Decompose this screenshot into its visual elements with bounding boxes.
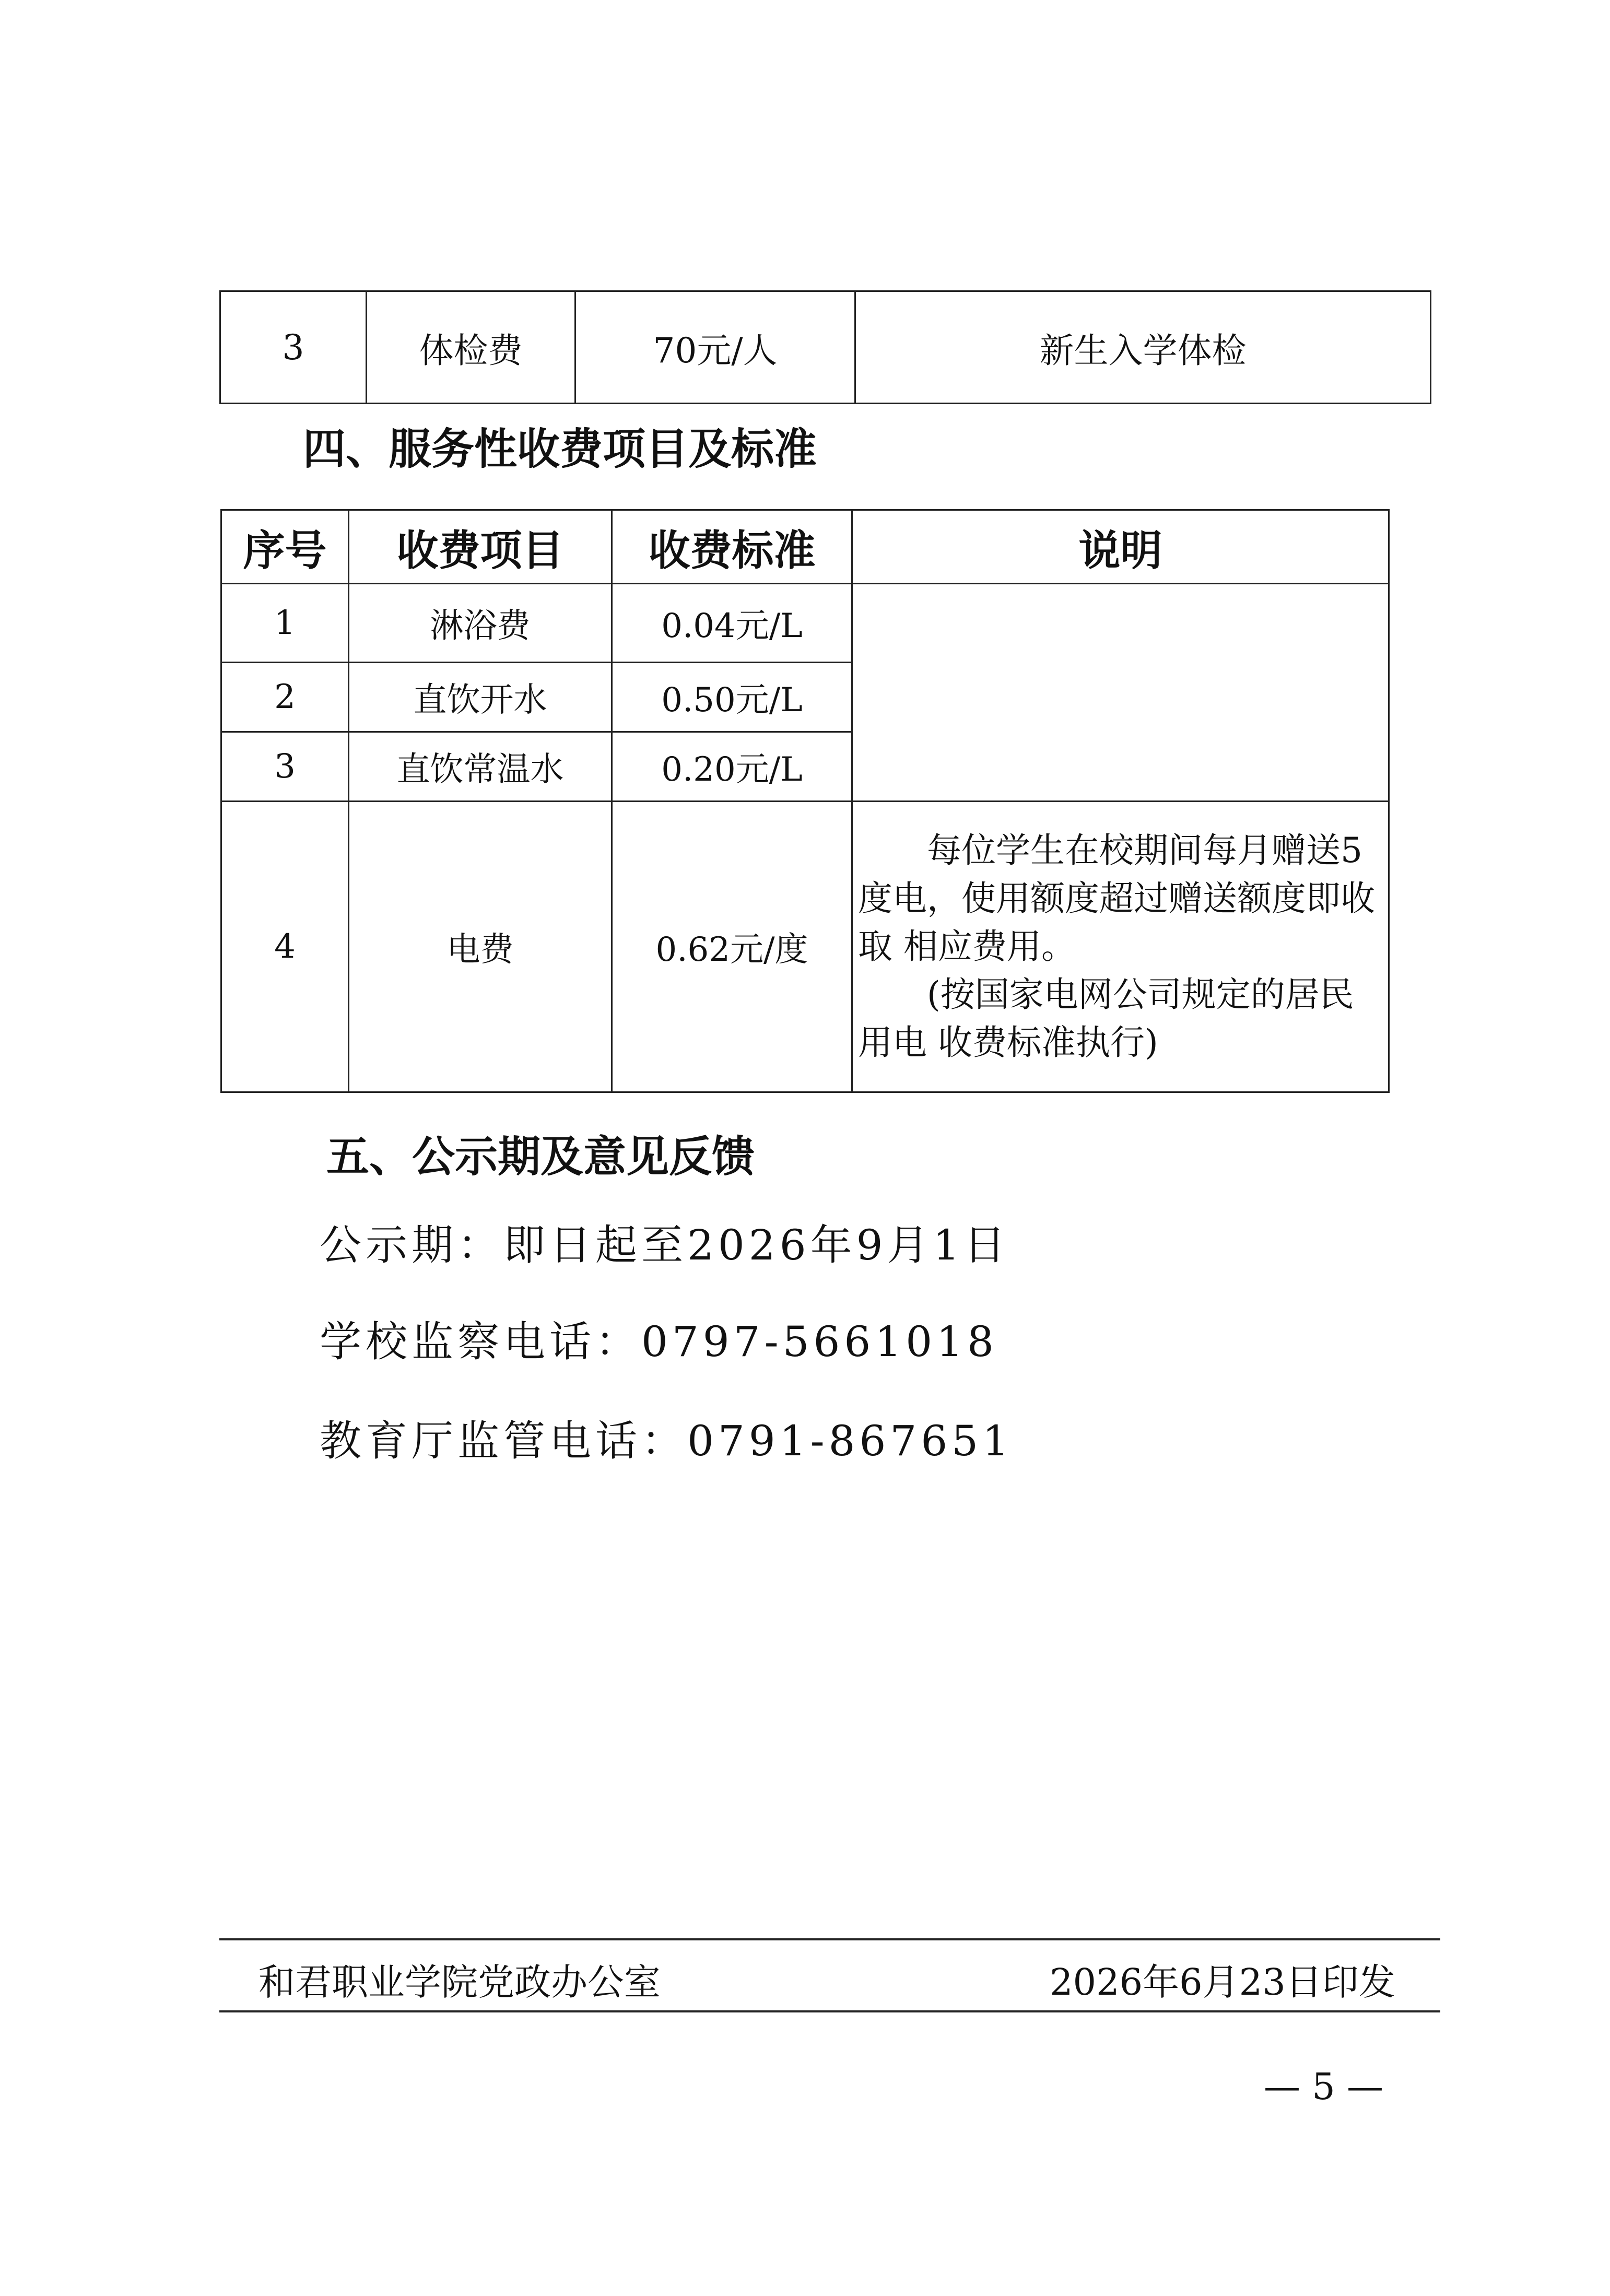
table-row [220,291,1431,404]
fee-item: 直饮开水 [349,663,612,732]
fee-table-continued [219,290,1431,404]
fee-standard: 0.62元/度 [612,802,852,1092]
page-number: — 5 — [1264,2065,1384,2108]
electric-note-rule: (按国家电网公司规定的居民用电 收费标准执行) [858,974,1354,1063]
header-number: 序号 [221,510,349,584]
fee-item: 体检费 [367,291,575,404]
issuing-office: 和君职业学院党政办公室 [258,1961,661,2004]
fee-note: 新生入学体检 [855,291,1431,404]
fee-item: 淋浴费 [349,584,612,663]
fee-item: 直饮常温水 [349,732,612,802]
electric-fee-note [852,802,1389,1092]
table-row [221,802,1389,1092]
service-fee-table [220,509,1390,1093]
row-number: 3 [221,732,349,802]
issue-date: 2026年6月23日印发 [1050,1961,1395,2004]
header-standard: 收费标准 [612,510,852,584]
fee-standard: 0.04元/L [612,584,852,663]
header-note: 说明 [852,510,1389,584]
fee-standard: 0.20元/L [612,732,852,802]
fee-item: 电费 [349,802,612,1092]
fee-standard: 0.50元/L [612,663,852,732]
table-header-row [221,510,1389,584]
section5-heading: 五、公示期及意见反馈 [326,1132,755,1182]
row-number: 1 [221,584,349,663]
education-dept-phone: 教育厅监管电话：0791-867651 [320,1417,1014,1465]
section4-heading: 四、服务性收费项目及标准 [303,425,817,474]
fee-note-empty [852,584,1389,802]
footer-top-rule [219,1938,1440,1940]
notice-period: 公示期：即日起至2026年9月1日 [320,1221,1010,1269]
footer-bottom-rule [219,2010,1440,2012]
row-number: 3 [220,291,367,404]
school-supervision-phone: 学校监察电话：0797-5661018 [320,1317,998,1366]
row-number: 2 [221,663,349,732]
table-row [221,584,1389,663]
row-number: 4 [221,802,349,1092]
fee-standard: 70元/人 [575,291,855,404]
electric-note-text: 每位学生在校期间每月赠送5度电，使用额度超过赠送额度即收取 相应费用。 [858,830,1375,967]
header-item: 收费项目 [349,510,612,584]
